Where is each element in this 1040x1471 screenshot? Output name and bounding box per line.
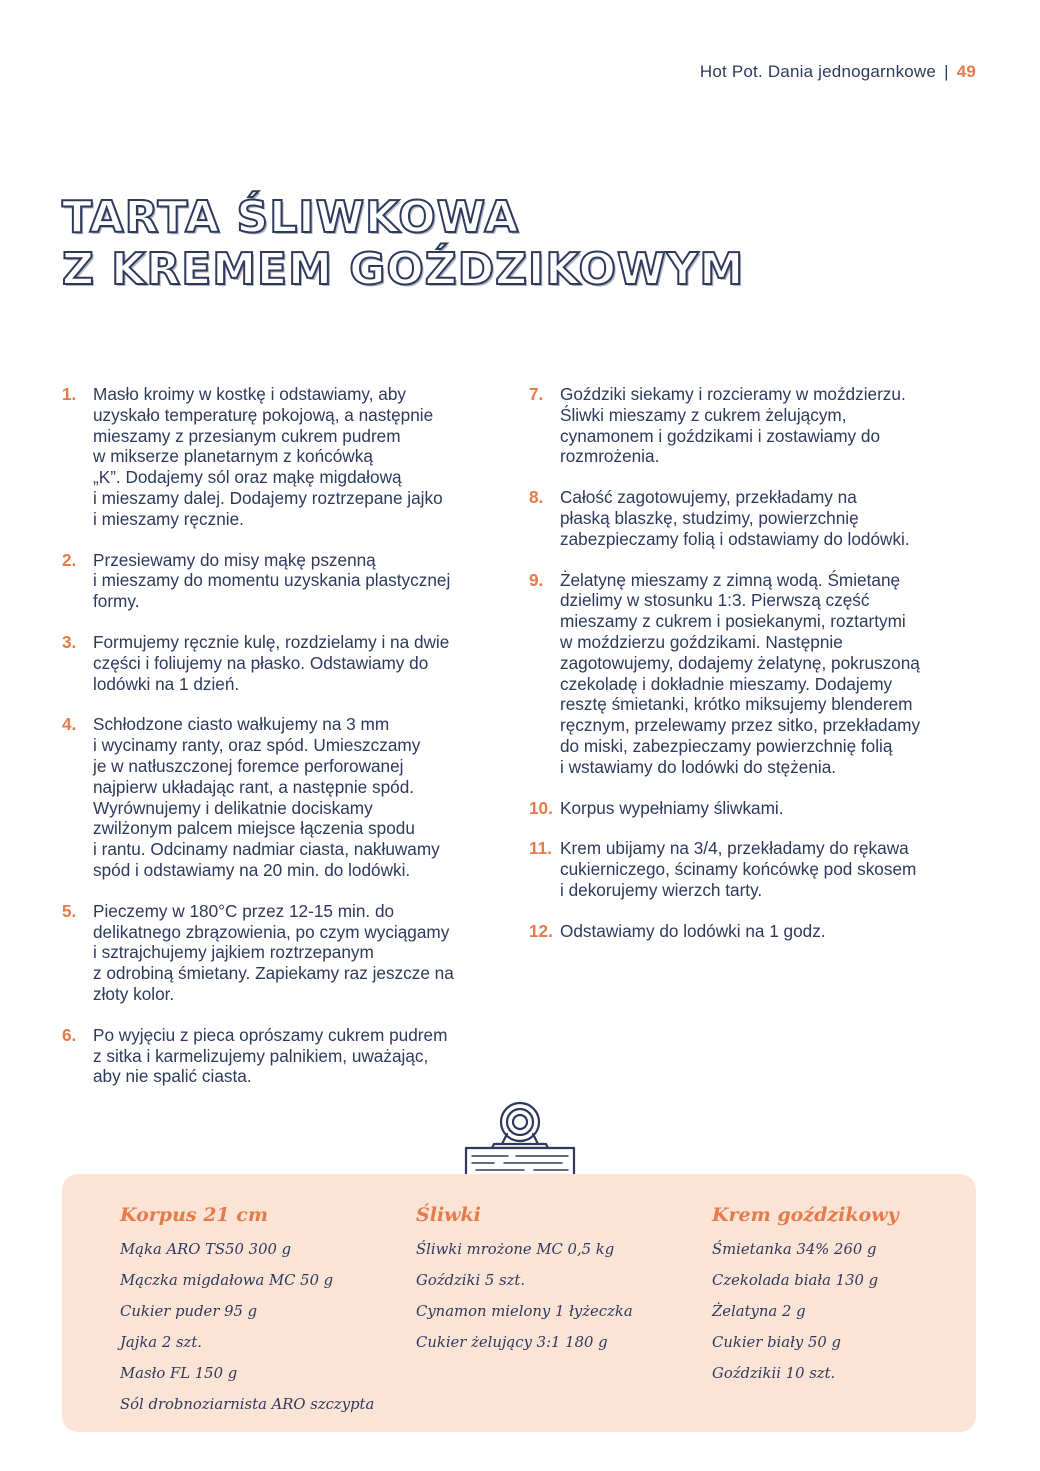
ingredient-item: Śliwki mrożone MC 0,5 kg — [416, 1241, 615, 1258]
step-item — [62, 550, 514, 612]
binder-clip-icon — [464, 1098, 576, 1184]
step-text: Krem ubijamy na 3/4, przekładamy do rękawa cukierniczego, ścinamy końcówkę pod skosem i dekorujemy wierzch tarty. — [560, 838, 917, 900]
step-number: 10. — [529, 797, 553, 818]
step-text: Schłodzone ciasto wałkujemy na 3 mm i wycinamy ranty, oraz spód. Umieszczamy je w natłuszczonej foremce perforowanej najpierw układając rant, a następnie spód. Wyrównujemy i delikatnie dociskamy zwilżonym palcem miejsce łączenia spodu i rantu. Odcinamy nadmiar ciasta, nakłuwamy spód i odstawiamy na 20 min. do lodówki. — [93, 714, 440, 880]
step-number: 2. — [62, 549, 77, 570]
steps-right-column — [529, 384, 979, 962]
ingredient-item: Goździkii 10 szt. — [712, 1365, 836, 1382]
page-number: 49 — [956, 62, 976, 81]
step-number: 3. — [62, 631, 77, 652]
step-text: Przesiewamy do misy mąkę pszenną i mieszamy do momentu uzyskania plastycznej formy. — [93, 549, 451, 612]
step-item — [529, 921, 979, 942]
steps-left-column — [62, 384, 514, 1107]
recipe-title-line-1: TARTA ŚLIWKOWA — [62, 192, 520, 243]
step-text: Masło kroimy w kostkę i odstawiamy, aby uzyskało temperaturę pokojową, a następnie mieszamy z przesianym cukrem pudrem w mikserze planetarnym z końcówką „K”. Dodajemy sól oraz mąkę migdałową i mieszamy dalej. Dodajemy roztrzepane jajko i mieszamy ręcznie. — [93, 384, 443, 529]
step-text: Odstawiamy do lodówki na 1 godz. — [560, 920, 826, 941]
step-number: 8. — [529, 487, 544, 508]
ingredient-item: Sól drobnoziarnista ARO szczypta — [120, 1396, 375, 1413]
ingredients-heading: Korpus 21 cm — [120, 1204, 268, 1226]
recipe-title-line-2: Z KREMEM GOŹDZIKOWYM — [62, 244, 745, 295]
ingredient-item: Goździki 5 szt. — [416, 1272, 526, 1289]
step-item — [529, 838, 979, 900]
step-text: Całość zagotowujemy, przekładamy na płaską blaszkę, studzimy, powierzchnię zabezpieczamy folią i odstawiamy do lodówki. — [560, 487, 910, 549]
ingredient-item: Żelatyna 2 g — [712, 1303, 806, 1320]
step-number: 11. — [529, 838, 552, 859]
step-text: Formujemy ręcznie kulę, rozdzielamy i na dwie części i foliujemy na płasko. Odstawiamy do lodówki na 1 dzień. — [93, 631, 450, 694]
step-text: Pieczemy w 180°C przez 12-15 min. do delikatnego zbrązowienia, po czym wyciągamy i sztrajchujemy jajkiem roztrzepanym z odrobiną śmietany. Zapiekamy raz jeszcze na złoty kolor. — [93, 900, 454, 1004]
step-item — [529, 487, 979, 549]
recipe-title — [62, 192, 744, 296]
book-title: Hot Pot. Dania jednogarnkowe — [699, 62, 937, 81]
ingredients-list — [712, 1234, 899, 1389]
step-number: 4. — [62, 714, 77, 735]
ingredient-item: Mąka ARO TS50 300 g — [120, 1241, 292, 1258]
ingredients-list — [120, 1234, 374, 1420]
ingredient-item: Cynamon mielony 1 łyżeczka — [416, 1303, 633, 1320]
running-header — [700, 62, 976, 82]
step-text: Goździki siekamy i rozcieramy w moździerzu. Śliwki mieszamy z cukrem żelującym, cynamonem i goździkami i zostawiamy do rozmrożenia. — [560, 384, 906, 467]
ingredient-item: Cukier biały 50 g — [712, 1334, 841, 1351]
step-text: Korpus wypełniamy śliwkami. — [560, 797, 784, 818]
step-item — [62, 901, 514, 1005]
ingredient-item: Masło FL 150 g — [120, 1365, 238, 1382]
step-number: 1. — [62, 384, 77, 404]
ingredients-group-krem — [712, 1204, 899, 1389]
ingredient-item: Śmietanka 34% 260 g — [712, 1241, 877, 1258]
ingredient-item: Czekolada biała 130 g — [712, 1272, 879, 1289]
step-text: Po wyjęciu z pieca oprószamy cukrem pudrem z sitka i karmelizujemy palnikiem, uważając, aby nie spalić ciasta. — [93, 1024, 448, 1087]
step-item — [62, 632, 514, 694]
step-number: 9. — [529, 569, 544, 590]
step-number: 6. — [62, 1024, 77, 1045]
header-separator: | — [944, 62, 949, 81]
step-number: 5. — [62, 900, 77, 921]
ingredients-heading: Śliwki — [416, 1204, 481, 1226]
step-number: 12. — [529, 920, 553, 941]
step-item — [62, 1025, 514, 1087]
ingredients-box — [62, 1174, 976, 1432]
ingredient-item: Mączka migdałowa MC 50 g — [120, 1272, 334, 1289]
step-item — [529, 798, 979, 819]
step-item — [529, 384, 979, 467]
ingredient-item: Cukier żelujący 3:1 180 g — [416, 1334, 608, 1351]
ingredient-item: Jajka 2 szt. — [120, 1334, 202, 1351]
ingredients-group-korpus — [120, 1204, 374, 1420]
step-item — [62, 714, 514, 880]
step-item — [529, 570, 979, 778]
ingredients-heading: Krem goździkowy — [712, 1204, 899, 1226]
ingredient-item: Cukier puder 95 g — [120, 1303, 258, 1320]
ingredients-list — [416, 1234, 633, 1358]
ingredients-group-sliwki — [416, 1204, 633, 1358]
step-number: 7. — [529, 384, 544, 404]
step-item — [62, 384, 514, 530]
step-text: Żelatynę mieszamy z zimną wodą. Śmietanę dzielimy w stosunku 1:3. Pierwszą część mieszamy z cukrem i posiekanymi, roztartymi w moździerzu goździkami. Następnie zagotowujemy, dodajemy żelatynę, pokruszoną czekoladę i dokładnie mieszamy. Dodajemy resztę śmietanki, krótko miksujemy blenderem ręcznym, przelewamy przez sitko, przekładamy do miski, zabezpieczamy powierzchnię folią i wstawiamy do lodówki do stężenia. — [560, 569, 921, 777]
